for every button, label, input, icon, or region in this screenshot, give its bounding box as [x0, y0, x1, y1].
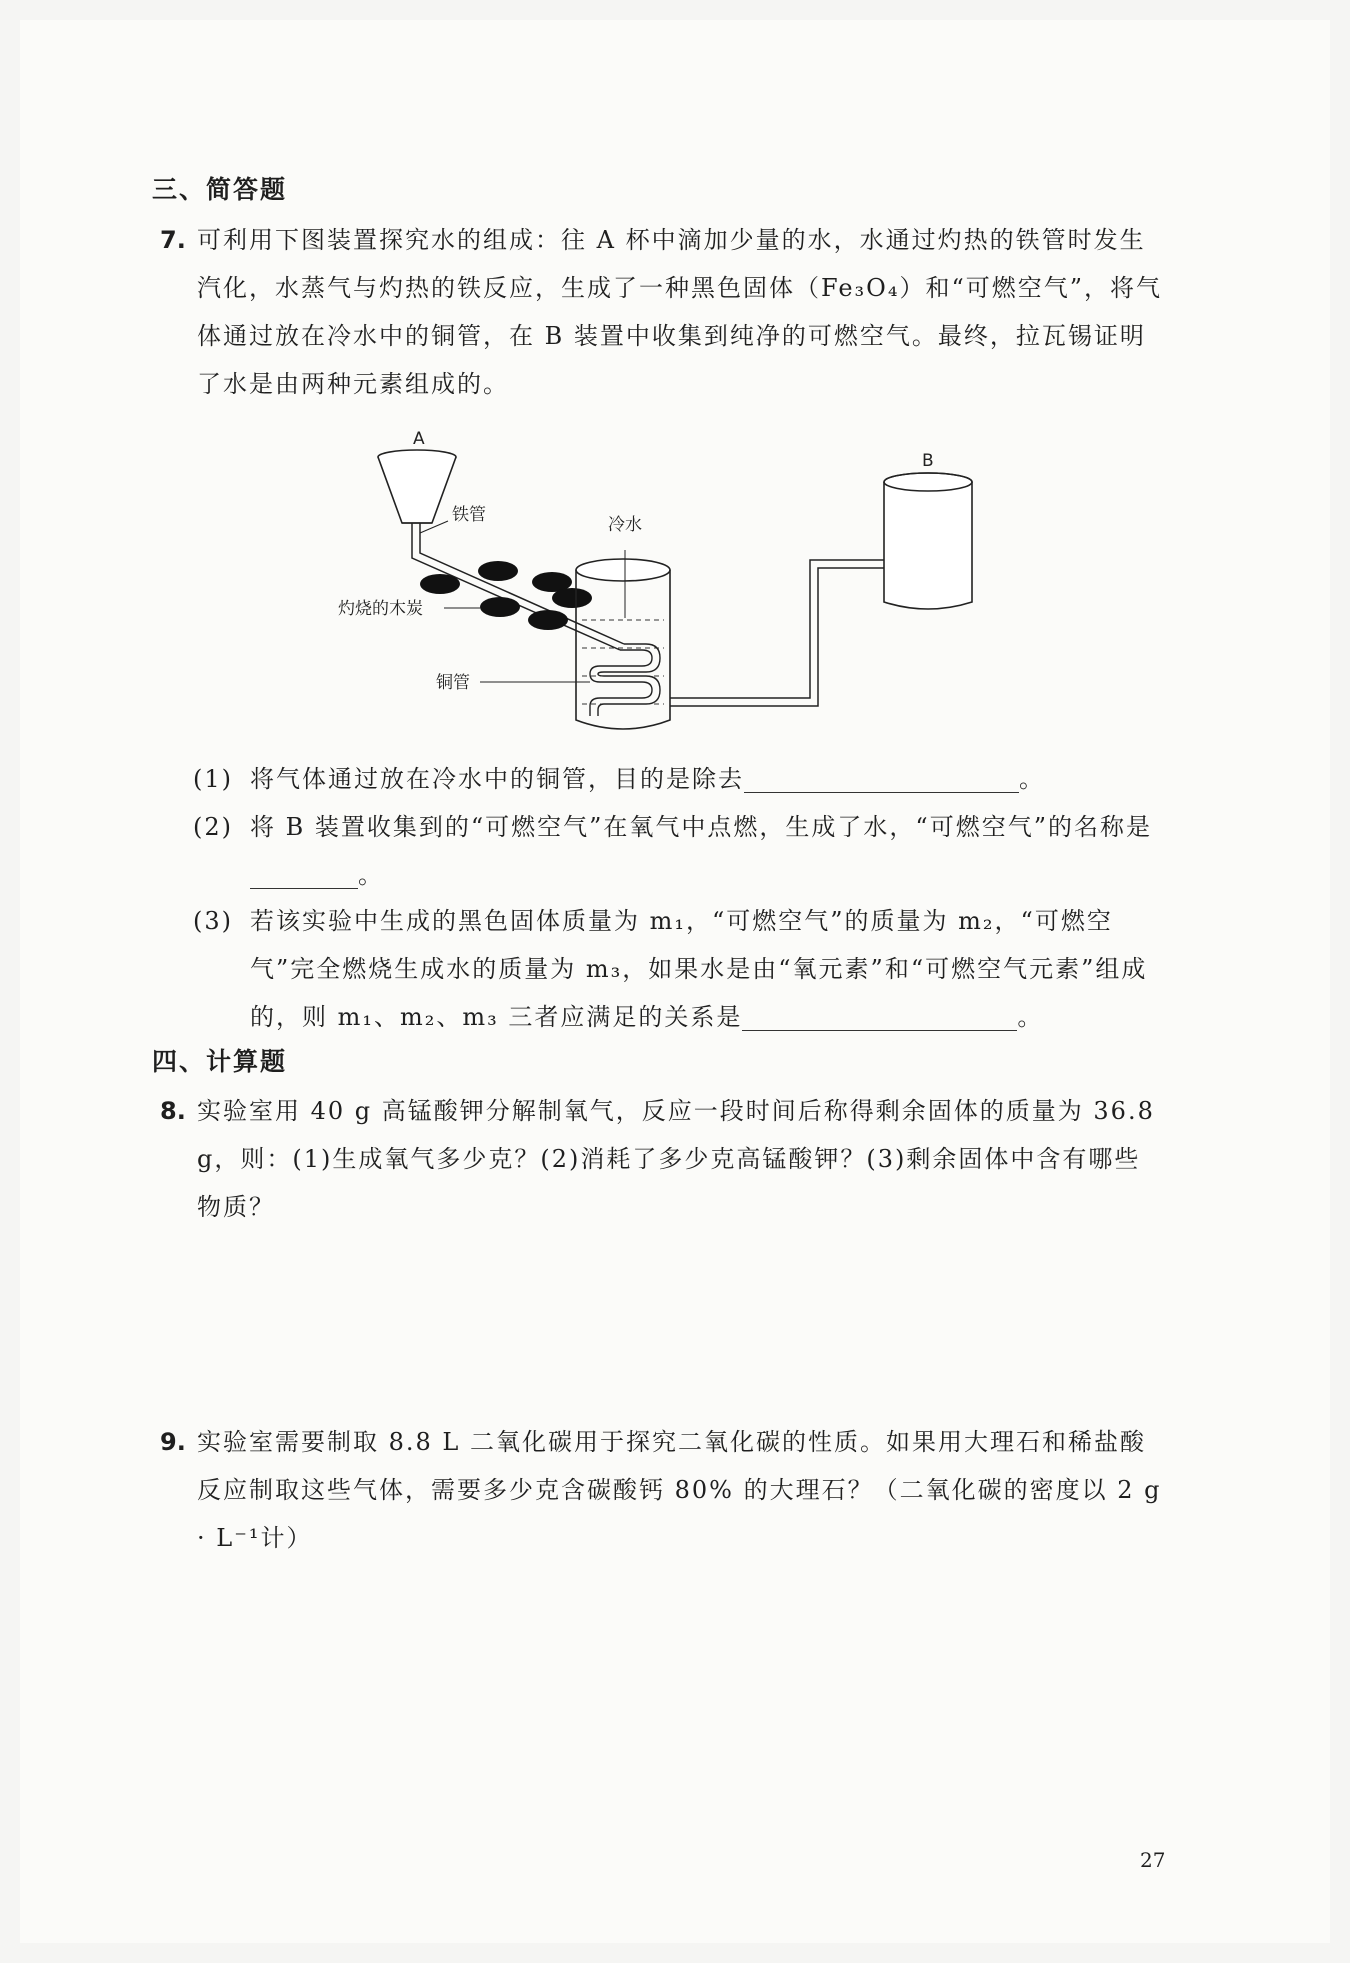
burning-charcoal — [420, 561, 592, 630]
label-burning-charcoal: 灼烧的木炭 — [338, 599, 423, 619]
part-3-number: (3) — [193, 907, 233, 935]
question-number-7: 7. — [160, 226, 186, 254]
part-2-end: 。 — [358, 861, 384, 889]
label-copper-tube: 铜管 — [436, 673, 470, 693]
label-cold-water: 冷水 — [608, 515, 642, 535]
section-heading-calculation: 四、计算题 — [152, 1047, 288, 1076]
part-2-number: (2) — [193, 813, 233, 841]
answer-blank-1[interactable] — [744, 762, 1019, 793]
part-1-end: 。 — [1019, 765, 1045, 793]
page-number: 27 — [1140, 1848, 1166, 1872]
question-9-text: 实验室需要制取 8.8 L 二氧化碳用于探究二氧化碳的性质。如果用大理石和稀盐酸反应制取这些气体，需要多少克含碳酸钙 80% 的大理石？（二氧化碳的密度以 2 g · L⁻¹计） — [197, 1428, 1162, 1552]
question-7-part-1 — [193, 755, 1165, 803]
part-2-text: 将 B 装置收集到的“可燃空气”在氧气中点燃，生成了水，“可燃空气”的名称是 — [250, 813, 1152, 841]
answer-blank-3[interactable] — [742, 1000, 1017, 1031]
part-3-text: 若该实验中生成的黑色固体质量为 m₁，“可燃空气”的质量为 m₂，“可燃空气”完全燃烧生成水的质量为 m₃，如果水是由“氧元素”和“可燃空气元素”组成的，则 m₁、m₂、m₃ 三者应满足的关系是 — [250, 907, 1148, 1031]
question-number-9: 9. — [160, 1428, 186, 1456]
part-1-number: (1) — [193, 765, 233, 793]
part-3-end: 。 — [1017, 1003, 1044, 1031]
section-heading-short-answer: 三、简答题 — [152, 175, 288, 204]
container-b — [884, 473, 972, 609]
question-7-part-2 — [193, 803, 1165, 899]
answer-blank-2[interactable] — [250, 858, 358, 889]
label-b: B — [922, 451, 934, 471]
label-iron-tube: 铁管 — [452, 505, 486, 525]
cup-a — [378, 450, 456, 523]
outlet-tube — [670, 560, 888, 706]
apparatus-diagram — [320, 420, 1000, 750]
part-1-text: 将气体通过放在冷水中的铜管，目的是除去 — [250, 765, 744, 793]
question-number-8: 8. — [160, 1097, 186, 1125]
label-a: A — [413, 429, 425, 449]
question-7-text: 可利用下图装置探究水的组成：往 A 杯中滴加少量的水，水通过灼热的铁管时发生汽化，水蒸气与灼热的铁反应，生成了一种黑色固体（Fe₃O₄）和“可燃空气”，将气体通过放在冷水中的铜管，在 B 装置中收集到纯净的可燃空气。最终，拉瓦锡证明了水是由两种元素组成的。 — [197, 226, 1162, 398]
question-7-part-3 — [193, 897, 1165, 1041]
copper-coil — [590, 644, 660, 716]
question-8-text: 实验室用 40 g 高锰酸钾分解制氧气，反应一段时间后称得剩余固体的质量为 36.8 g，则：(1)生成氧气多少克？(2)消耗了多少克高锰酸钾？(3)剩余固体中含有哪些物质？ — [197, 1097, 1155, 1221]
